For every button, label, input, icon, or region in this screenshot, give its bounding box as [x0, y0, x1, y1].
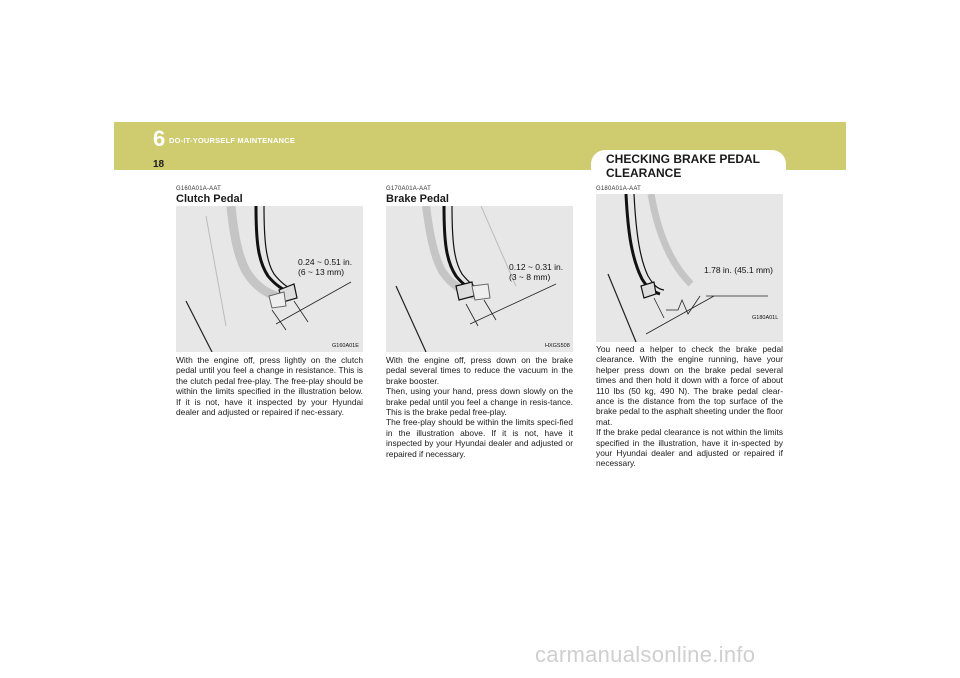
section-heading: CHECKING BRAKE PEDAL CLEARANCE: [606, 152, 760, 180]
brake-title: Brake Pedal: [386, 193, 449, 205]
clearance-code: G180A01A-AAT: [596, 186, 641, 192]
watermark: carmanualsonline.info: [535, 642, 756, 667]
clearance-text-2: If the brake pedal clearance is not within the limits specified in the illustration, have it in-spected by your Hyundai dealer and adjusted or repaired if necessary.: [596, 427, 783, 469]
brake-code: G170A01A-AAT: [386, 186, 431, 192]
clutch-figure-code: G160A01E: [332, 343, 359, 349]
clutch-code: G160A01A-AAT: [176, 186, 221, 192]
clutch-title: Clutch Pedal: [176, 193, 243, 205]
clearance-figure: [596, 194, 783, 342]
clutch-pedal-illustration: [176, 206, 363, 352]
brake-figure: [386, 206, 573, 352]
page-number: 18: [153, 159, 165, 170]
clutch-free-play-label: 0.24 ~ 0.51 in. (6 ~ 13 mm): [298, 257, 353, 277]
clearance-label: 1.78 in. (45.1 mm): [704, 265, 773, 275]
brake-text-1: With the engine off, press down on the brake pedal several times to reduce the vacuum in the brake booster.: [386, 355, 573, 386]
clearance-text-1: You need a helper to check the brake pedal clearance. With the engine running, have your helper press down on the brake pedal several times and then hold it down with a force of about 110 lbs (50 kg, 490 N). The brake pedal clear-ance is the distance from the top surface of the brake pedal to the asphalt sheeting under the floor mat.: [596, 344, 783, 427]
brake-figure-code: HXGS508: [545, 343, 570, 349]
chapter-title: DO-IT-YOURSELF MAINTENANCE: [169, 136, 296, 145]
clutch-text: With the engine off, press lightly on the clutch pedal until you feel a change in resistance. This is the clutch pedal free-play. The free-play should be within the limits specified in the illustration below. If it is not, have it inspected by your Hyundai dealer and adjusted or repaired if nec-essary.: [176, 355, 363, 418]
clearance-paragraph: [596, 344, 783, 469]
brake-free-play-label: 0.12 ~ 0.31 in. (3 ~ 8 mm): [509, 262, 564, 282]
clutch-figure: [176, 206, 363, 352]
brake-paragraph: [386, 355, 573, 459]
chapter-number: 6: [153, 126, 166, 151]
clutch-paragraph: [176, 355, 363, 417]
brake-text-3: The free-play should be within the limits speci-fied in the illustration above. If it is not, have it inspected by your Hyundai dealer and adjusted or repaired if necessary.: [386, 417, 573, 459]
clearance-figure-code: G180A01L: [752, 315, 779, 321]
brake-text-2: Then, using your hand, press down slowly on the brake pedal until you feel a change in resis-tance. This is the brake pedal free-play.: [386, 386, 573, 418]
